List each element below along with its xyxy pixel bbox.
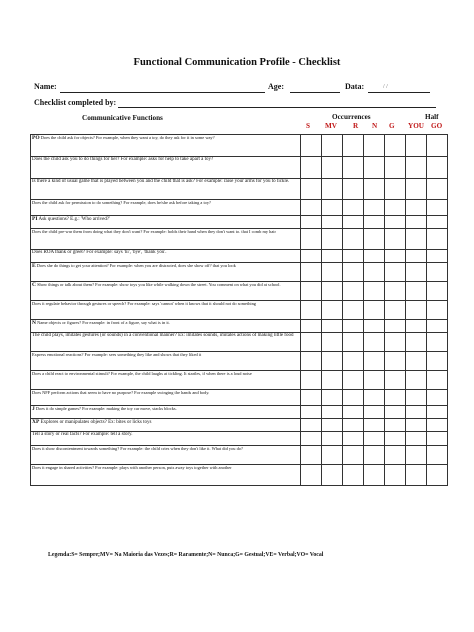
answer-cell[interactable] bbox=[301, 179, 322, 200]
answer-cell[interactable] bbox=[322, 263, 343, 282]
question-cell bbox=[31, 229, 301, 250]
answer-cell[interactable] bbox=[385, 320, 406, 333]
table-row bbox=[31, 320, 448, 333]
function-code: PI bbox=[32, 216, 38, 222]
table-row bbox=[31, 216, 448, 229]
answer-cell[interactable] bbox=[301, 446, 322, 465]
answer-cell[interactable] bbox=[427, 333, 448, 352]
answer-cell[interactable] bbox=[427, 263, 448, 282]
answer-cell[interactable] bbox=[322, 320, 343, 333]
function-code: PO bbox=[32, 135, 40, 141]
question-cell bbox=[31, 333, 301, 352]
answer-cell[interactable] bbox=[427, 352, 448, 371]
answer-cell[interactable] bbox=[322, 419, 343, 432]
answer-cell[interactable] bbox=[322, 301, 343, 320]
answer-cell[interactable] bbox=[364, 371, 385, 390]
answer-cell[interactable] bbox=[343, 465, 364, 486]
answer-cell[interactable] bbox=[406, 229, 427, 250]
age-label: Age: bbox=[268, 82, 284, 91]
answer-cell[interactable] bbox=[301, 250, 322, 263]
answer-cell[interactable] bbox=[343, 419, 364, 432]
answer-cell[interactable] bbox=[301, 333, 322, 352]
answer-cell[interactable] bbox=[322, 200, 343, 216]
answer-cell[interactable] bbox=[322, 352, 343, 371]
answer-cell[interactable] bbox=[427, 390, 448, 406]
answer-cell[interactable] bbox=[427, 301, 448, 320]
answer-cell[interactable] bbox=[343, 263, 364, 282]
answer-cell[interactable] bbox=[385, 465, 406, 486]
table-row bbox=[31, 432, 448, 446]
answer-cell[interactable] bbox=[322, 390, 343, 406]
answer-cell[interactable] bbox=[406, 200, 427, 216]
answer-cell[interactable] bbox=[343, 301, 364, 320]
question-text: Explores or manipulates objects? Ex: bites or licks toys bbox=[40, 420, 152, 425]
function-code: N bbox=[32, 320, 36, 326]
question-text: Does a child react to environmental stimuli? For example, the child laughs at tickling. It startles, if when there is a loud noise bbox=[32, 371, 252, 376]
answer-cell[interactable] bbox=[385, 390, 406, 406]
answer-cell[interactable] bbox=[343, 179, 364, 200]
answer-cell[interactable] bbox=[427, 406, 448, 419]
answer-cell[interactable] bbox=[301, 432, 322, 446]
question-cell bbox=[31, 371, 301, 390]
question-cell bbox=[31, 352, 301, 371]
answer-cell[interactable] bbox=[406, 216, 427, 229]
answer-cell[interactable] bbox=[364, 282, 385, 301]
answer-cell[interactable] bbox=[301, 419, 322, 432]
function-code: E bbox=[32, 263, 36, 269]
answer-cell[interactable] bbox=[385, 352, 406, 371]
table-row bbox=[31, 263, 448, 282]
answer-cell[interactable] bbox=[406, 406, 427, 419]
question-text: Is there a kind of usual game that is played between you and the child that is ask? For example: raise your arms for you to tickle. bbox=[32, 179, 290, 184]
question-cell bbox=[31, 135, 301, 157]
answer-cell[interactable] bbox=[385, 432, 406, 446]
answer-cell[interactable] bbox=[322, 432, 343, 446]
answer-cell[interactable] bbox=[343, 229, 364, 250]
answer-cell[interactable] bbox=[301, 320, 322, 333]
answer-cell[interactable] bbox=[343, 371, 364, 390]
question-text: Does the child pre-war them from doing what they don't want? For example: holds their hand when they don't want to. that I comb my hair bbox=[32, 229, 276, 234]
answer-cell[interactable] bbox=[322, 406, 343, 419]
answer-cell[interactable] bbox=[406, 320, 427, 333]
function-code: XP bbox=[32, 419, 40, 425]
answer-cell[interactable] bbox=[364, 390, 385, 406]
question-cell bbox=[31, 179, 301, 200]
answer-cell[interactable] bbox=[301, 301, 322, 320]
answer-cell[interactable] bbox=[301, 263, 322, 282]
answer-cell[interactable] bbox=[364, 250, 385, 263]
answer-cell[interactable] bbox=[364, 465, 385, 486]
answer-cell[interactable] bbox=[427, 446, 448, 465]
question-cell bbox=[31, 432, 301, 446]
answer-cell[interactable] bbox=[301, 465, 322, 486]
answer-cell[interactable] bbox=[322, 333, 343, 352]
question-cell bbox=[31, 406, 301, 419]
table-row bbox=[31, 229, 448, 250]
question-cell bbox=[31, 419, 301, 432]
question-text: Ask questions? E.g.: 'Who arrived?' bbox=[38, 217, 110, 222]
functions-header: Communicative Functions bbox=[82, 114, 163, 122]
table-row bbox=[31, 250, 448, 263]
question-text: Show things or talk about them? For example: show toys you like while walking down the street. You comment on what you did at school. bbox=[37, 282, 281, 287]
answer-cell[interactable] bbox=[406, 157, 427, 179]
answer-cell[interactable] bbox=[322, 371, 343, 390]
question-cell bbox=[31, 263, 301, 282]
name-label: Name: bbox=[34, 82, 57, 91]
answer-cell[interactable] bbox=[364, 229, 385, 250]
answer-cell[interactable] bbox=[406, 179, 427, 200]
answer-cell[interactable] bbox=[385, 446, 406, 465]
answer-cell[interactable] bbox=[385, 135, 406, 157]
answer-cell[interactable] bbox=[406, 432, 427, 446]
answer-cell[interactable] bbox=[322, 465, 343, 486]
answer-cell[interactable] bbox=[343, 216, 364, 229]
answer-cell[interactable] bbox=[427, 320, 448, 333]
table-row bbox=[31, 390, 448, 406]
question-text: Does ROA thank or greet? For example: says 'hi', 'bye', 'thank you'. bbox=[32, 250, 167, 255]
answer-cell[interactable] bbox=[427, 465, 448, 486]
answer-cell[interactable] bbox=[406, 333, 427, 352]
name-field[interactable] bbox=[60, 92, 265, 93]
col-you: YOU bbox=[408, 122, 424, 130]
answer-cell[interactable] bbox=[427, 432, 448, 446]
answer-cell[interactable] bbox=[385, 263, 406, 282]
legend: Legenda:S= Sempre;MV= Na Maioria das Vezes;R= Raramente;N= Nunca;G= Gestual;VE= Verbal;VO= Vocal bbox=[48, 552, 324, 558]
answer-cell[interactable] bbox=[427, 419, 448, 432]
answer-cell[interactable] bbox=[385, 250, 406, 263]
table-row bbox=[31, 371, 448, 390]
answer-cell[interactable] bbox=[406, 446, 427, 465]
answer-cell[interactable] bbox=[427, 250, 448, 263]
table-row bbox=[31, 301, 448, 320]
answer-cell[interactable] bbox=[301, 390, 322, 406]
answer-cell[interactable] bbox=[364, 157, 385, 179]
answer-cell[interactable] bbox=[364, 446, 385, 465]
answer-cell[interactable] bbox=[406, 352, 427, 371]
answer-cell[interactable] bbox=[406, 263, 427, 282]
answer-cell[interactable] bbox=[301, 352, 322, 371]
answer-cell[interactable] bbox=[343, 250, 364, 263]
table-row bbox=[31, 200, 448, 216]
answer-cell[interactable] bbox=[385, 406, 406, 419]
answer-cell[interactable] bbox=[322, 179, 343, 200]
answer-cell[interactable] bbox=[427, 157, 448, 179]
col-g: G bbox=[389, 122, 395, 130]
question-text: Tell a story or real facts? For example: tell a story. bbox=[32, 432, 133, 437]
answer-cell[interactable] bbox=[385, 216, 406, 229]
answer-cell[interactable] bbox=[427, 179, 448, 200]
question-cell bbox=[31, 465, 301, 486]
checklist-table bbox=[30, 134, 448, 486]
question-cell bbox=[31, 157, 301, 179]
question-cell bbox=[31, 200, 301, 216]
question-text: Express emotional reactions? For example: sees something they like and shows that they liked it bbox=[32, 352, 202, 357]
answer-cell[interactable] bbox=[406, 390, 427, 406]
answer-cell[interactable] bbox=[343, 432, 364, 446]
answer-cell[interactable] bbox=[364, 179, 385, 200]
table-row bbox=[31, 333, 448, 352]
col-n: N bbox=[372, 122, 378, 130]
answer-cell[interactable] bbox=[343, 352, 364, 371]
answer-cell[interactable] bbox=[406, 282, 427, 301]
answer-cell[interactable] bbox=[385, 419, 406, 432]
age-field[interactable] bbox=[290, 92, 340, 93]
answer-cell[interactable] bbox=[406, 250, 427, 263]
question-text: Does the child ask for permission to do something? For example, does he/she ask before taking a toy? bbox=[32, 200, 211, 205]
answer-cell[interactable] bbox=[406, 419, 427, 432]
answer-cell[interactable] bbox=[385, 333, 406, 352]
occurrences-header: Occurrences bbox=[332, 113, 371, 121]
answer-cell[interactable] bbox=[406, 135, 427, 157]
answer-cell[interactable] bbox=[406, 301, 427, 320]
question-cell bbox=[31, 320, 301, 333]
question-text: The child plays, imitates gestures (or sounds) in a conventional manner? Ex: imitates sounds, imitates actions of making little food bbox=[32, 333, 294, 338]
answer-cell[interactable] bbox=[427, 282, 448, 301]
question-text: Does the child ask you to do things for her? For example: asks for help to take apart a toy? bbox=[32, 157, 214, 162]
answer-cell[interactable] bbox=[364, 333, 385, 352]
answer-cell[interactable] bbox=[301, 157, 322, 179]
question-cell bbox=[31, 282, 301, 301]
answer-cell[interactable] bbox=[343, 390, 364, 406]
question-text: Does it engage in shared activities? For example: plays with another person, puts away toys together with another bbox=[32, 465, 232, 470]
table-row bbox=[31, 446, 448, 465]
answer-cell[interactable] bbox=[364, 320, 385, 333]
answer-cell[interactable] bbox=[364, 419, 385, 432]
answer-cell[interactable] bbox=[427, 229, 448, 250]
answer-cell[interactable] bbox=[364, 135, 385, 157]
page-title: Functional Communication Profile - Checklist bbox=[133, 57, 341, 68]
answer-cell[interactable] bbox=[343, 200, 364, 216]
answer-cell[interactable] bbox=[427, 200, 448, 216]
answer-cell[interactable] bbox=[343, 333, 364, 352]
table-row bbox=[31, 406, 448, 419]
table-row bbox=[31, 352, 448, 371]
table-row bbox=[31, 419, 448, 432]
answer-cell[interactable] bbox=[427, 135, 448, 157]
answer-cell[interactable] bbox=[343, 446, 364, 465]
answer-cell[interactable] bbox=[385, 282, 406, 301]
answer-cell[interactable] bbox=[301, 229, 322, 250]
completed-by-field[interactable] bbox=[118, 107, 436, 108]
col-s: S bbox=[306, 122, 310, 130]
answer-cell[interactable] bbox=[427, 371, 448, 390]
answer-cell[interactable] bbox=[385, 371, 406, 390]
col-mv: MV bbox=[325, 122, 337, 130]
question-cell bbox=[31, 250, 301, 263]
answer-cell[interactable] bbox=[364, 301, 385, 320]
date-field[interactable] bbox=[368, 92, 430, 93]
question-text: Does NFF perform actions that seem to have no purpose? For example swinging the hands and body. bbox=[32, 390, 210, 395]
question-text: Does it show discontentment towards something? For example: the child cries when they don't like it. What did you do? bbox=[32, 446, 243, 451]
question-cell bbox=[31, 390, 301, 406]
question-text: Does it do simple games? For example: making the toy car move, stacks blocks. bbox=[35, 406, 177, 411]
answer-cell[interactable] bbox=[322, 229, 343, 250]
answer-cell[interactable] bbox=[385, 179, 406, 200]
answer-cell[interactable] bbox=[364, 432, 385, 446]
answer-cell[interactable] bbox=[343, 157, 364, 179]
completed-by-label: Checklist completed by: bbox=[34, 98, 117, 107]
half-header: Half bbox=[425, 113, 439, 121]
table-row bbox=[31, 135, 448, 157]
answer-cell[interactable] bbox=[343, 320, 364, 333]
answer-cell[interactable] bbox=[385, 301, 406, 320]
answer-cell[interactable] bbox=[301, 135, 322, 157]
answer-cell[interactable] bbox=[406, 371, 427, 390]
answer-cell[interactable] bbox=[343, 406, 364, 419]
answer-cell[interactable] bbox=[301, 282, 322, 301]
answer-cell[interactable] bbox=[343, 135, 364, 157]
answer-cell[interactable] bbox=[301, 406, 322, 419]
answer-cell[interactable] bbox=[322, 250, 343, 263]
question-text: Does the child ask for objects? For example, when they want a toy, do they ask for it in some way? bbox=[40, 135, 215, 140]
function-code: J bbox=[32, 406, 35, 412]
col-r: R bbox=[353, 122, 359, 130]
answer-cell[interactable] bbox=[343, 282, 364, 301]
question-cell bbox=[31, 446, 301, 465]
answer-cell[interactable] bbox=[301, 216, 322, 229]
question-text: Does it regulate behavior through gestures or speech? For example: says 'cannot' when it knows that it should not do something bbox=[32, 301, 256, 306]
answer-cell[interactable] bbox=[427, 216, 448, 229]
answer-cell[interactable] bbox=[406, 465, 427, 486]
date-separators: / / bbox=[383, 84, 388, 90]
answer-cell[interactable] bbox=[322, 446, 343, 465]
answer-cell[interactable] bbox=[322, 216, 343, 229]
answer-cell[interactable] bbox=[364, 406, 385, 419]
question-cell bbox=[31, 301, 301, 320]
answer-cell[interactable] bbox=[364, 352, 385, 371]
date-label: Data: bbox=[345, 82, 365, 91]
answer-cell[interactable] bbox=[364, 200, 385, 216]
answer-cell[interactable] bbox=[385, 157, 406, 179]
answer-cell[interactable] bbox=[385, 229, 406, 250]
question-cell bbox=[31, 216, 301, 229]
answer-cell[interactable] bbox=[301, 200, 322, 216]
table-row bbox=[31, 465, 448, 486]
answer-cell[interactable] bbox=[364, 216, 385, 229]
answer-cell[interactable] bbox=[322, 282, 343, 301]
answer-cell[interactable] bbox=[322, 135, 343, 157]
table-row bbox=[31, 157, 448, 179]
answer-cell[interactable] bbox=[301, 371, 322, 390]
answer-cell[interactable] bbox=[364, 263, 385, 282]
question-text: Name objects or figures? For example: in front of a figure, say what is in it. bbox=[37, 320, 170, 325]
answer-cell[interactable] bbox=[385, 200, 406, 216]
table-row bbox=[31, 282, 448, 301]
answer-cell[interactable] bbox=[322, 157, 343, 179]
table-row bbox=[31, 179, 448, 200]
col-go: GO bbox=[431, 122, 443, 130]
function-code: C bbox=[32, 282, 36, 288]
question-text: Does she do things to get your attention? For example: when you are distracted, does she show off? that you look bbox=[36, 263, 236, 268]
